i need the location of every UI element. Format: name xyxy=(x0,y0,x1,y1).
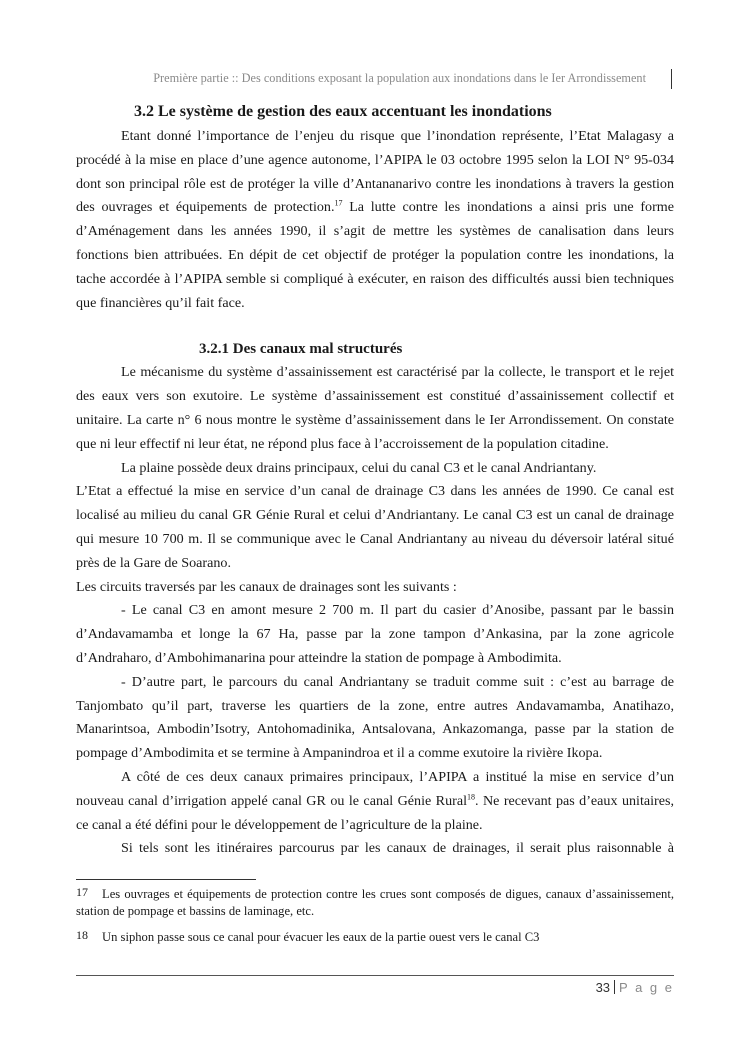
footer-divider xyxy=(614,980,615,994)
footnote-number: 17 xyxy=(76,885,88,899)
document-body xyxy=(76,100,674,861)
footnotes xyxy=(76,884,674,953)
footnote-ref-18[interactable]: 18 xyxy=(467,792,475,802)
footnote-text: Un siphon passe sous ce canal pour évacuer les eaux de la partie ouest vers le canal C3 xyxy=(102,930,540,944)
paragraph-drains: La plaine possède deux drains principaux, celui du canal C3 et le canal Andriantany. xyxy=(121,459,597,476)
paragraph-c3-route: - Le canal C3 en amont mesure 2 700 m. Il part du casier d’Anosibe, passant par le bassin d’Andavamamba et longe la 67 Ha, passe par la zone tampon d’Ankasina, par la zone agricole d’Andraharo, d’Ambohimanarina pour atteindre la station de pompage à Ambodimita. xyxy=(76,602,674,666)
paragraph-circuits: Les circuits traversés par les canaux de drainages sont les suivants : xyxy=(76,578,457,595)
page-footer xyxy=(596,980,674,995)
section-intro-paragraph xyxy=(76,125,674,315)
paragraph-canal-gr xyxy=(76,766,674,837)
footnote-18 xyxy=(76,927,674,946)
footer-separator xyxy=(76,975,674,976)
footnote-17 xyxy=(76,884,674,920)
footnote-separator xyxy=(76,879,256,880)
running-header xyxy=(76,70,674,90)
paragraph-conclusion-start: Si tels sont les itinéraires parcourus par les canaux de drainages, il serait plus raisonnable à xyxy=(121,840,674,857)
paragraph-andriantany-route: - D’autre part, le parcours du canal Andriantany se traduit comme suit : c’est au barrage de Tanjombato qu’il part, traverse les quartiers de la zone, entre autres Andavamamba, Anatihazo, Manarintsoa, Ambodin’Isotry, Antohomadinika, Antsalovana, Ankazomanga, passe par la station de pompage d’Ambodimita et se termine à Ampanindroa et il a comme exutoire la rivière Ikopa. xyxy=(76,673,674,762)
subsection-heading: 3.2.1 Des canaux mal structurés xyxy=(199,341,403,358)
intro-text-part2: La lutte contre les inondations a ainsi pris une forme d’Aménagement dans les années 1990, il s’agit de mettre les systèmes de canalisation dans leurs fonctions bien attribuées. En dépit de cet objectif de protéger la population contre les inondations, la tache accordée à l’APIPA semble si compliqué à exécuter, en raison des difficultés aussi bien techniques que financières qu’il fait face. xyxy=(76,199,674,311)
footnote-ref-17[interactable]: 17 xyxy=(334,198,343,208)
paragraph-canal-c3: L’Etat a effectué la mise en service d’un canal de drainage C3 dans les années de 1990. Ce canal est localisé au milieu du canal GR Génie Rural et celui d’Andriantany. Le canal C3 est un canal de drainage qui mesure 10 700 m. Il se communique avec le Canal Andriantany au niveau du déversoir latéral situé près de la Gare de Soarano. xyxy=(76,483,674,571)
canal-gr-text-part1: A côté de ces deux canaux primaires principaux, l’APIPA a institué la mise en service d’un nouveau canal d’irrigation appelé canal GR ou le canal Génie Rural xyxy=(76,768,674,809)
intro-text-part1: Etant donné l’importance de l’enjeu du risque que l’inondation représente, l’Etat Malagasy a procédé à la mise en place d’une agence autonome, l’APIPA le 03 octobre 1995 selon la LOI N° 95-034 dont son principal rôle est de protéger la ville d’Antananarivo contre les inondations à travers la gestion des ouvrages et équipements de protection. xyxy=(76,128,674,216)
running-header-title: Première partie :: Des conditions exposant la population aux inondations dans le Ier Arrondissement xyxy=(153,71,646,85)
footnote-number: 18 xyxy=(76,928,88,942)
paragraph-assainissement: Le mécanisme du système d’assainissement est caractérisé par la collecte, le transport et le rejet des eaux vers son exutoire. Le système d’assainissement est constitué d’assainissement collectif et unitaire. La carte n° 6 nous montre le système d’assainissement dans le Ier Arrondissement. On constate que ni leur effectif ni leur état, ne répond plus face à l’accroissement de la population citadine. xyxy=(76,364,674,452)
page-number: 33 xyxy=(595,980,611,995)
header-divider xyxy=(671,69,672,89)
section-heading: 3.2 Le système de gestion des eaux accentuant les inondations xyxy=(134,103,552,120)
footnote-text: Les ouvrages et équipements de protection contre les crues sont composés de digues, canaux d’assainissement, station de pompage et bassins de laminage, etc. xyxy=(76,887,674,918)
canal-gr-text-part2: . Ne recevant pas d’eaux unitaires, ce canal a été défini pour le développement de l’agriculture de la plaine. xyxy=(76,792,675,833)
page-label: P a g e xyxy=(619,980,674,995)
